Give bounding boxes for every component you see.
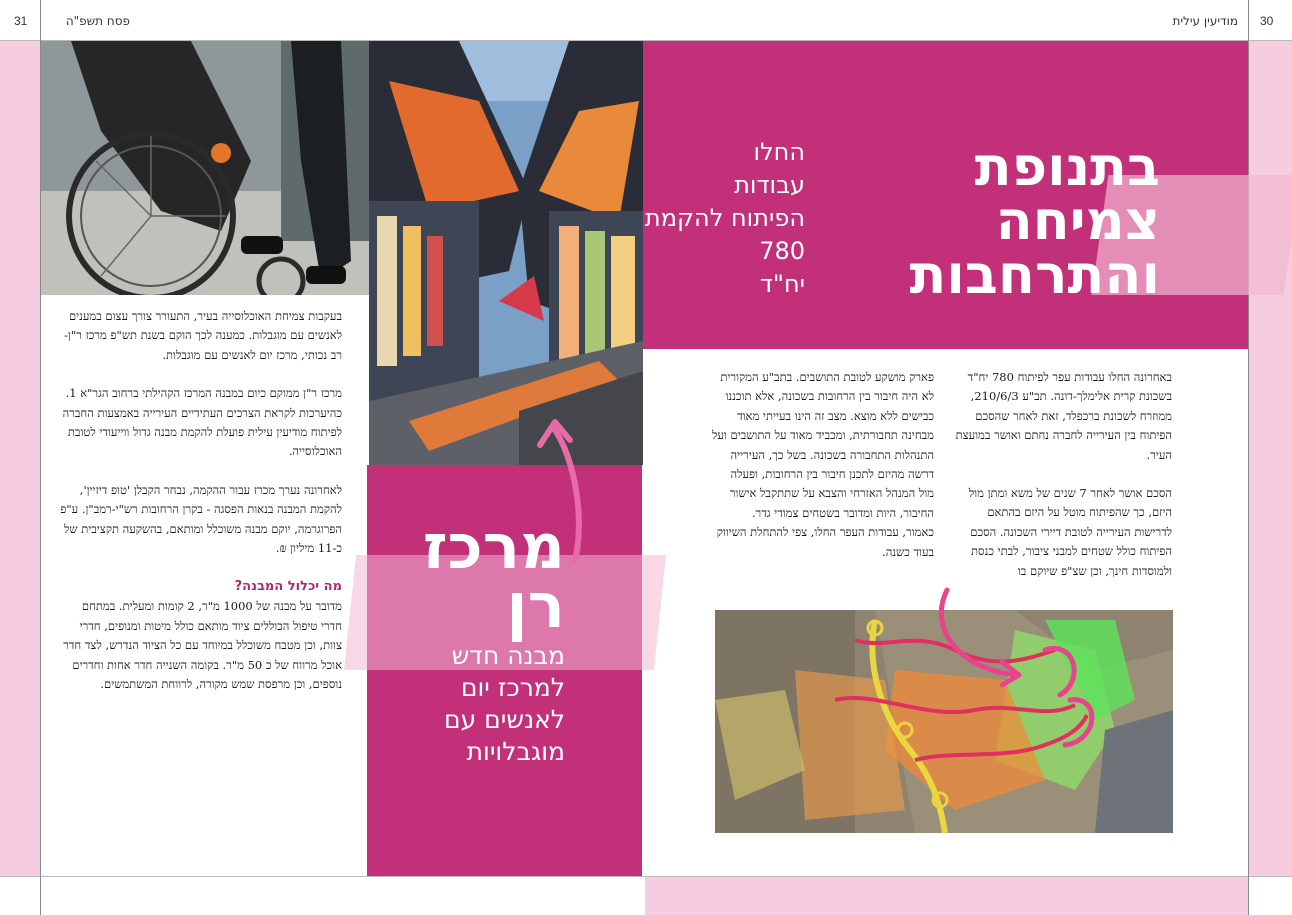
- center-title-line-1: מרכז: [422, 510, 565, 583]
- right-col1-paragraph-1: באחרונה החלו עבודות עפר לפיתוח 780 יח"ד בשכונת קרית אלימלך-דונה. תב"ע 210/6/3, ממוזרח לשכונת ברכפלד, זאת לאחר שהסכם הפיתוח בין העירייה לחברה נחתם ואושר במועצת העיר.: [955, 370, 1172, 462]
- right-subtitle-line-1: החלו: [753, 138, 805, 166]
- building-corridor-photo: [369, 41, 643, 465]
- center-subtitle: [380, 640, 565, 768]
- right-subtitle: [644, 136, 805, 301]
- left-paragraph-2: מרכז ר"ן ממוקם כיום במבנה המרכז הקהילתי ברחוב הגר"א 1. כהיערכות לקראת הצרכים העתידיים העירייה באמצעות החברה לפיתוח מודיעין עילית פועלת להקמת מבנה גדול ווייעודי לטובת האוכלוסייה.: [62, 386, 342, 459]
- center-title-line-2: רן: [506, 568, 565, 642]
- right-title: [840, 135, 1160, 306]
- footer-pink-band: [645, 877, 1248, 915]
- right-title-line-2: צמיחה: [995, 189, 1160, 252]
- right-col2-paragraph-2: כאמור, עבודות העפר החלו, צפי להתחלת השיווק בעוד כשנה.: [716, 525, 934, 559]
- right-subtitle-line-5: יח"ד: [759, 270, 805, 298]
- right-page-number: 30: [1260, 14, 1274, 28]
- left-margin-strip: [0, 41, 40, 876]
- left-article-body: [58, 307, 342, 695]
- right-article-column-1: [950, 368, 1172, 600]
- wheelchair-photo: [41, 41, 369, 295]
- right-title-line-1: בתנופת: [974, 135, 1160, 198]
- center-subtitle-line-2: למרכז יום: [460, 673, 565, 702]
- right-page-title: מודיעין עילית: [1172, 14, 1238, 28]
- center-subtitle-line-1: מבנה חדש: [451, 641, 565, 670]
- right-margin-strip: [1248, 41, 1292, 876]
- center-subtitle-line-3: לאנשים עם: [443, 705, 565, 734]
- right-article-column-2: [712, 368, 934, 581]
- left-page-number: 31: [14, 14, 28, 28]
- right-title-line-3: והתרחבות: [909, 243, 1160, 306]
- right-col1-paragraph-2: הסכם אושר לאחר 7 שנים של משא ומתן מול היזם, כך שהפיתוח מוטל על היזם בהתאם לדרישות העירייה לטובת דיירי השכונה. הסכם הפיתוח כולל שטחים למבני ציבור, לבתי כנסת ולמוסדות חינך, וכן שצ"פ שיוקם בו: [968, 486, 1172, 578]
- left-paragraph-1: בעקבות צמיחת האוכלוסייה בעיר, התעורר צורך עצום במענים לאנשים עם מוגבלות. כמענה לכך הוקם בשנת תש"פ מרכז ר"ן- רב נכותי, מרכז יום לאנשים עם מוגבלות.: [64, 309, 342, 362]
- center-subtitle-line-4: מוגבלויות: [466, 737, 565, 766]
- right-subtitle-line-3: הפיתוח להקמת: [644, 204, 805, 232]
- right-col2-paragraph-1: פארק מושקע לטובת התושבים. בתב"ע המקורית לא היה חיבור בין הרחובות בשכונה, אלא תוכננו כבישים ללא מוצא. מצב זה הינו בעייתי מאוד מבחינה תחבורתית, ומכביד מאוד על התושבים ועל התנהלות התחבורה בשכונה. בשל כך, העירייה דרשה מהיזם לתכנן חיבור בין הרחובות, ופעלה מול המנהל האזרחי והצבא על שתתקבל אישור החיבור, היות ומדובר בשטחים צמודי גדר.: [712, 370, 934, 520]
- left-paragraph-3: לאחרונה נערך מכרז עבור ההקמה, נבחר הקבלן 'טופ דיזיין', להקמת המבנה בנאות הפסגה - בקרן הרחובות רש"י-רמב"ן. ע"פ הפרוגרמה, יוקם מבנה משוכלל ומותאם, בהשקעה תקציבית של כ-11 מיליון ₪.: [60, 482, 342, 556]
- corridor-illustration: [369, 41, 643, 465]
- left-subheading: מה יכלול המבנה?: [234, 579, 342, 595]
- wheelchair-illustration: [41, 41, 369, 295]
- right-margin-line: [1248, 0, 1249, 915]
- right-subtitle-line-4: 780: [759, 237, 805, 265]
- curved-arrow-up-icon: [530, 410, 600, 570]
- left-page-title: פסח תשפ"ה: [65, 14, 130, 28]
- left-final-paragraph: מדובר על מבנה של 1000 מ"ר, 2 קומות ומעלית. במתחם חדרי טיפול הכוללים ציוד מותאם כולל מיטות ומנופים, חדרי צוות, וכן מטבח משוכלל במיוחד עם כל הציוד הנדרש, לצד חדר אוכל מרווח של כ 50 מ"ר. בקומה השנייה חדר אחות וחדרים נוספים, וכן מרפסת שמש מקורה, לרווחת המשתמשים.: [63, 599, 342, 692]
- right-subtitle-line-2: עבודות: [734, 171, 805, 199]
- curved-arrow-map-icon: [922, 580, 1032, 690]
